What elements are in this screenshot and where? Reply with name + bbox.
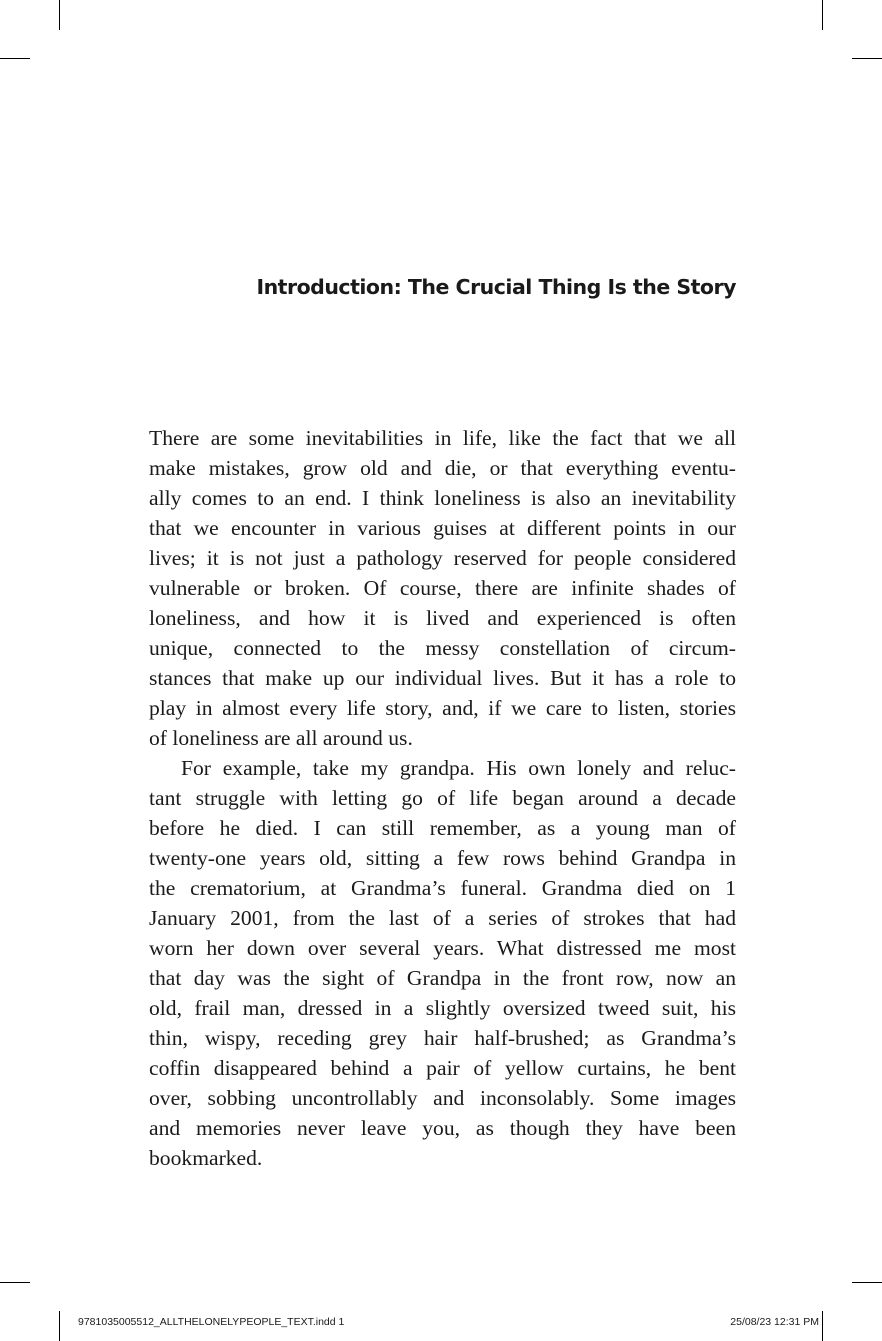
text-line: vulnerable or broken. Of course, there are infinite shades of (149, 576, 736, 600)
chapter-title: Introduction: The Crucial Thing Is the Story (256, 275, 736, 299)
text-line: bookmarked. (149, 1146, 263, 1170)
text-line: January 2001, from the last of a series of strokes that had (149, 906, 736, 930)
text-line: old, frail man, dressed in a slightly oversized tweed suit, his (149, 996, 736, 1020)
text-line: loneliness, and how it is lived and experienced is often (149, 606, 736, 630)
text-line: the crematorium, at Grandma’s funeral. Grandma died on 1 (149, 876, 736, 900)
text-line: worn her down over several years. What distressed me most (149, 936, 736, 960)
text-line: thin, wispy, receding grey hair half-brushed; as Grandma’s (149, 1026, 736, 1050)
text-line: of loneliness are all around us. (149, 726, 413, 750)
text-line: over, sobbing uncontrollably and inconsolably. Some images (149, 1086, 736, 1110)
paragraph-1 (149, 423, 736, 753)
text-line: For example, take my grandpa. His own lonely and reluc- (181, 756, 736, 780)
paragraph-2 (149, 753, 736, 1173)
text-line: play in almost every life story, and, if we care to listen, stories (149, 696, 736, 720)
crop-mark-top-right-h (852, 58, 882, 59)
text-line: and memories never leave you, as though they have been (149, 1116, 736, 1140)
text-line: tant struggle with letting go of life began around a decade (149, 786, 736, 810)
slug-file-name: 9781035005512_ALLTHELONELYPEOPLE_TEXT.indd 1 (78, 1316, 345, 1328)
crop-mark-bottom-right (822, 1311, 823, 1341)
crop-mark-top-left-h (0, 58, 30, 59)
slug-datetime: 25/08/23 12:31 PM (730, 1316, 819, 1328)
crop-mark-bottom-left-h (0, 1282, 30, 1283)
text-line: before he died. I can still remember, as a young man of (149, 816, 736, 840)
text-line: lives; it is not just a pathology reserved for people considered (149, 546, 736, 570)
crop-mark-bottom-left (59, 1311, 60, 1341)
crop-mark-top-right (822, 0, 823, 30)
text-line: that day was the sight of Grandpa in the front row, now an (149, 966, 736, 990)
crop-mark-bottom-right-h (852, 1282, 882, 1283)
text-line: stances that make up our individual lives. But it has a role to (149, 666, 736, 690)
body-text (149, 423, 736, 1173)
crop-mark-top-left (59, 0, 60, 30)
text-line: that we encounter in various guises at different points in our (149, 516, 736, 540)
text-line: coffin disappeared behind a pair of yellow curtains, he bent (149, 1056, 736, 1080)
text-line: There are some inevitabilities in life, like the fact that we all (149, 426, 736, 450)
text-line: twenty-one years old, sitting a few rows behind Grandpa in (149, 846, 736, 870)
text-line: ally comes to an end. I think loneliness is also an inevitability (149, 486, 736, 510)
text-line: make mistakes, grow old and die, or that everything eventu- (149, 456, 736, 480)
text-line: unique, connected to the messy constellation of circum- (149, 636, 736, 660)
